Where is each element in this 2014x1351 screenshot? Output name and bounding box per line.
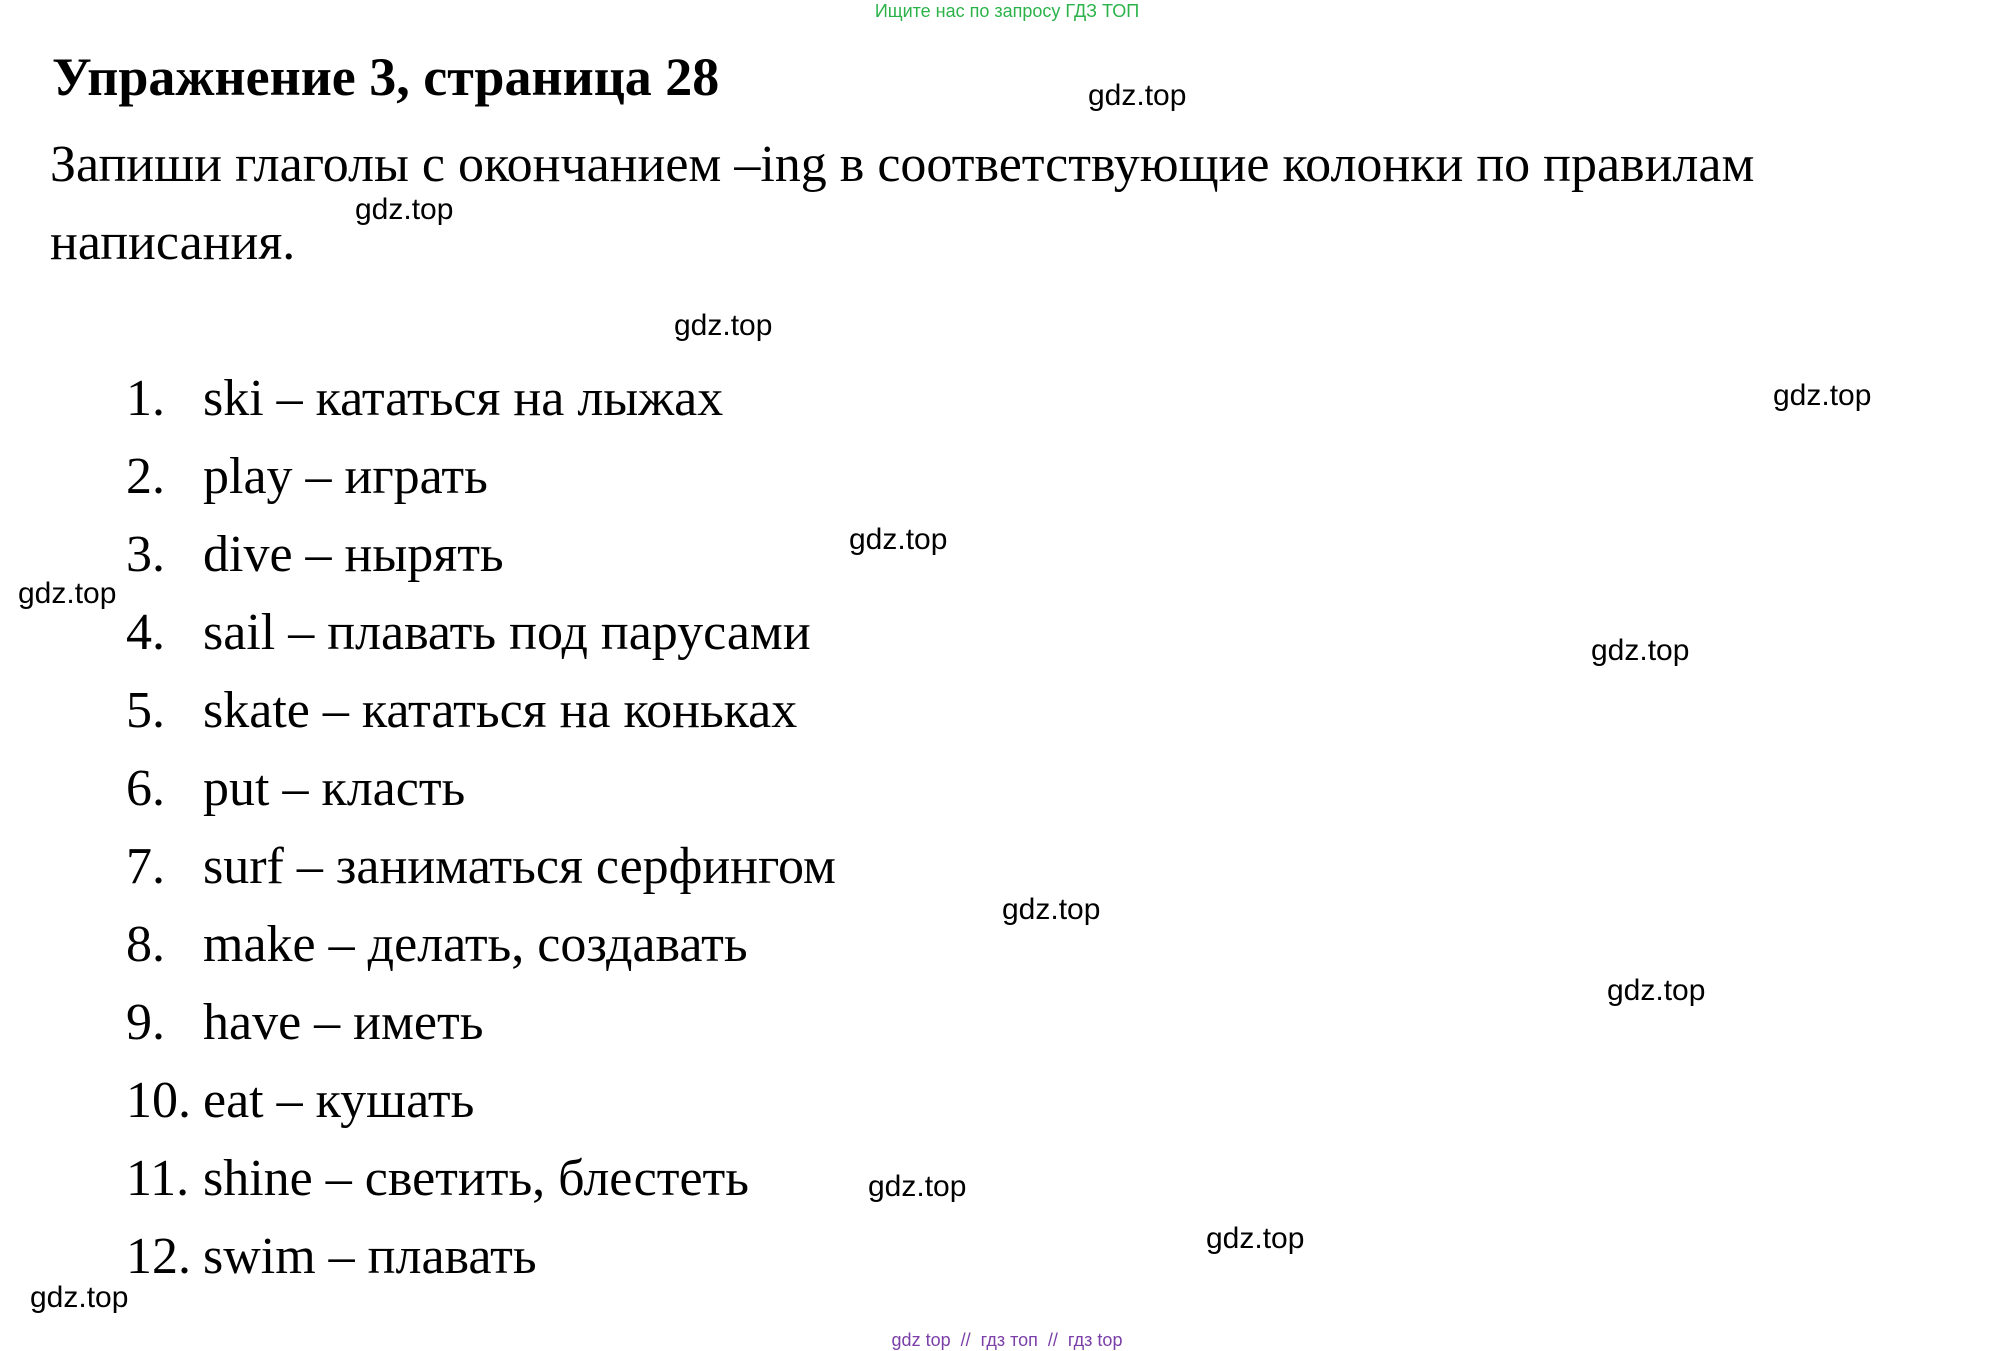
item-number: 3. <box>126 526 165 583</box>
item-text: dive – нырять <box>203 526 504 583</box>
item-number: 6. <box>126 760 165 817</box>
item-number: 12. <box>126 1228 191 1285</box>
watermark: gdz.top <box>674 309 773 342</box>
item-text: ski – кататься на лыжах <box>203 370 724 427</box>
watermark: gdz.top <box>1206 1222 1305 1255</box>
item-text: eat – кушать <box>203 1072 475 1129</box>
item-text: skate – кататься на коньках <box>203 682 798 739</box>
item-text: have – иметь <box>203 994 484 1051</box>
item-text: shine – светить, блестеть <box>203 1150 749 1207</box>
item-text: surf – заниматься серфингом <box>203 838 836 895</box>
item-text: play – играть <box>203 448 488 505</box>
watermark: gdz.top <box>355 193 454 226</box>
item-number: 4. <box>126 604 165 661</box>
watermark: gdz.top <box>1002 893 1101 926</box>
top-banner: Ищите нас по запросу ГДЗ ТОП <box>874 1 1140 21</box>
item-text: make – делать, создавать <box>203 916 748 973</box>
watermark: gdz.top <box>1088 79 1187 112</box>
watermark: gdz.top <box>18 577 117 610</box>
watermark: gdz.top <box>1591 634 1690 667</box>
item-text: put – класть <box>203 760 466 817</box>
exercise-title: Упражнение 3, страница 28 <box>52 47 720 107</box>
item-number: 2. <box>126 448 165 505</box>
item-text: sail – плавать под парусами <box>203 604 811 661</box>
item-number: 10. <box>126 1072 191 1129</box>
bottom-banner: gdz top // гдз топ // гдз top <box>891 1330 1123 1350</box>
item-number: 5. <box>126 682 165 739</box>
item-text: swim – плавать <box>203 1228 537 1285</box>
watermark: gdz.top <box>849 523 948 556</box>
watermark: gdz.top <box>30 1281 129 1314</box>
exercise-instruction: Запиши глаголы с окончанием –ing в соответствующие колонки по правилам написания. <box>50 136 1755 271</box>
watermark: gdz.top <box>1773 379 1872 412</box>
item-number: 1. <box>126 370 165 427</box>
item-number: 7. <box>126 838 165 895</box>
item-number: 11. <box>126 1150 190 1207</box>
item-number: 9. <box>126 994 165 1051</box>
watermark: gdz.top <box>1607 974 1706 1007</box>
watermark: gdz.top <box>868 1170 967 1203</box>
item-number: 8. <box>126 916 165 973</box>
